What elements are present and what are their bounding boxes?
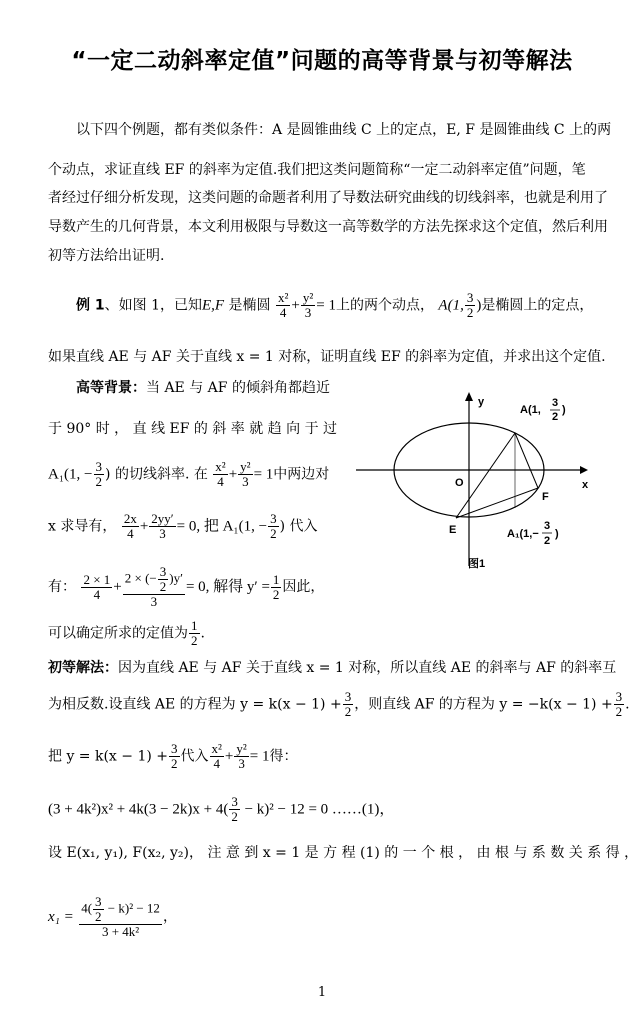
fraction-y2-over-3: $\frac{\text{y²}}{3}$ [302,290,314,320]
example-1-line-1: 例 1、如图 1，已知E,F 是椭圆 $\frac{\text{x²}}{4}$ + $\frac{\text{y²}}{3}$ = 1上的两个动点， A(1, $\frac{3}{2}$ )是椭圆上的定点， [76,290,594,320]
svg-text:): ) [555,528,559,540]
figure-1 [352,388,602,578]
y-axis-label: y [478,396,485,408]
elementary-line-2: 为相反数.设直线 AE 的方程为 y = k(x − 1) + $\frac{3}{2}$ ，则直线 AF 的方程为 y = −k(x − 1) + $\frac{3}{2}$ . [48,689,630,719]
x-axis-arrow-icon [580,466,588,474]
point-A-label: A(1, [520,404,541,416]
fraction-x2-over-4: $\frac{\text{x²}}{4}$ [277,290,289,320]
origin-label: O [455,477,464,489]
elementary-line-3: 把 y = k(x − 1) + $\frac{3}{2}$ 代入 $\frac{\text{x²}}{4}$ + $\frac{\text{y²}}{3}$ = 1得： [48,741,298,771]
intro-line-5: 初等方法给出证明. [48,248,165,264]
example-label: 例 1 [76,297,105,314]
advanced-line-3: A₁(1, − $\frac{3}{2}$ ) 的切线斜率. 在 $\frac{\text{x²}}{4}$ + $\frac{\text{y²}}{3}$ = 1中两边对 [48,459,330,489]
elementary-line-5: 设 E(x₁, y₁), F(x₂, y₂)， 注 意 到 x = 1 是 方 程 (1) 的 一 个 根 ， 由 根 与 系 数 关 系 得 ， [48,845,639,861]
line-AF [515,433,538,488]
y-axis-arrow-icon [465,392,473,401]
page-number: 1 [317,985,327,1000]
example-1-line-2: 如果直线 AE 与 AF 关于直线 x = 1 对称，证明直线 EF 的斜率为定值，并求出这个定值. [48,349,606,365]
intro-line-1: 以下四个例题，都有类似条件：A 是圆锥曲线 C 上的定点，E, F 是圆锥曲线 C 上的两 [76,122,612,138]
figure-caption: 图1 [468,558,486,570]
advanced-line-2: 于 90° 时 ， 直 线 EF 的 斜 率 就 趋 向 于 过 [48,421,338,437]
svg-text:): ) [562,404,566,416]
point-A-den: 2 [552,411,559,423]
point-A1-num: 3 [544,520,551,532]
advanced-line-6: 可以确定所求的定值为 $\frac{1}{2}$ . [48,618,205,648]
point-A-num: 3 [552,397,559,409]
advanced-line-5: 有： $\frac{2 \times 1}{4}$ + 2 × (− $\frac{3}{2}$ )y′ 3 = 0, 解得 y′ = $\frac{1}{2}$ 因此， [48,564,325,609]
equation-1: (3 + 4k²)x² + 4k(3 − 2k)x + 4( $\frac{3}{2}$ − k)² − 12 = 0 ……(1)， [48,794,395,824]
point-A1-label: A₁(1,− [507,528,539,540]
point-A1-den: 2 [544,535,551,547]
x1-formula: x₁ = 4( $\frac{3}{2}$ − k)² − 12 3 + 4k² ， [48,894,177,939]
line-AE [456,433,515,518]
advanced-line-4: x 求导有， $\frac{2x}{4}$ + $\frac{2yy'}{3}$ = 0, 把 A₁(1, − $\frac{3}{2}$ ) 代入 [48,511,318,541]
intro-line-3: 者经过仔细分析发现，这类问题的命题者利用了导数法研究曲线的切线斜率，也就是利用了 [48,190,608,206]
point-E-label: E [449,524,457,536]
point-F-label: F [542,491,549,503]
elementary-line-1: 初等解法：因为直线 AE 与 AF 关于直线 x = 1 对称，所以直线 AE 的斜率与 AF 的斜率互 [48,660,617,676]
advanced-line-1: 高等背景：当 AE 与 AF 的倾斜角都趋近 [76,380,330,396]
x-axis-label: x [582,479,589,491]
intro-line-4: 导数产生的几何背景，本文利用极限与导数这一高等数学的方法先探求这个定值，然后利用 [48,219,608,235]
document-title: “一定二动斜率定值”问题的高等背景与初等解法 [71,48,573,74]
intro-line-2: 个动点，求证直线 EF 的斜率为定值.我们把这类问题简称“一定二动斜率定值”问题，笔 [48,162,586,178]
